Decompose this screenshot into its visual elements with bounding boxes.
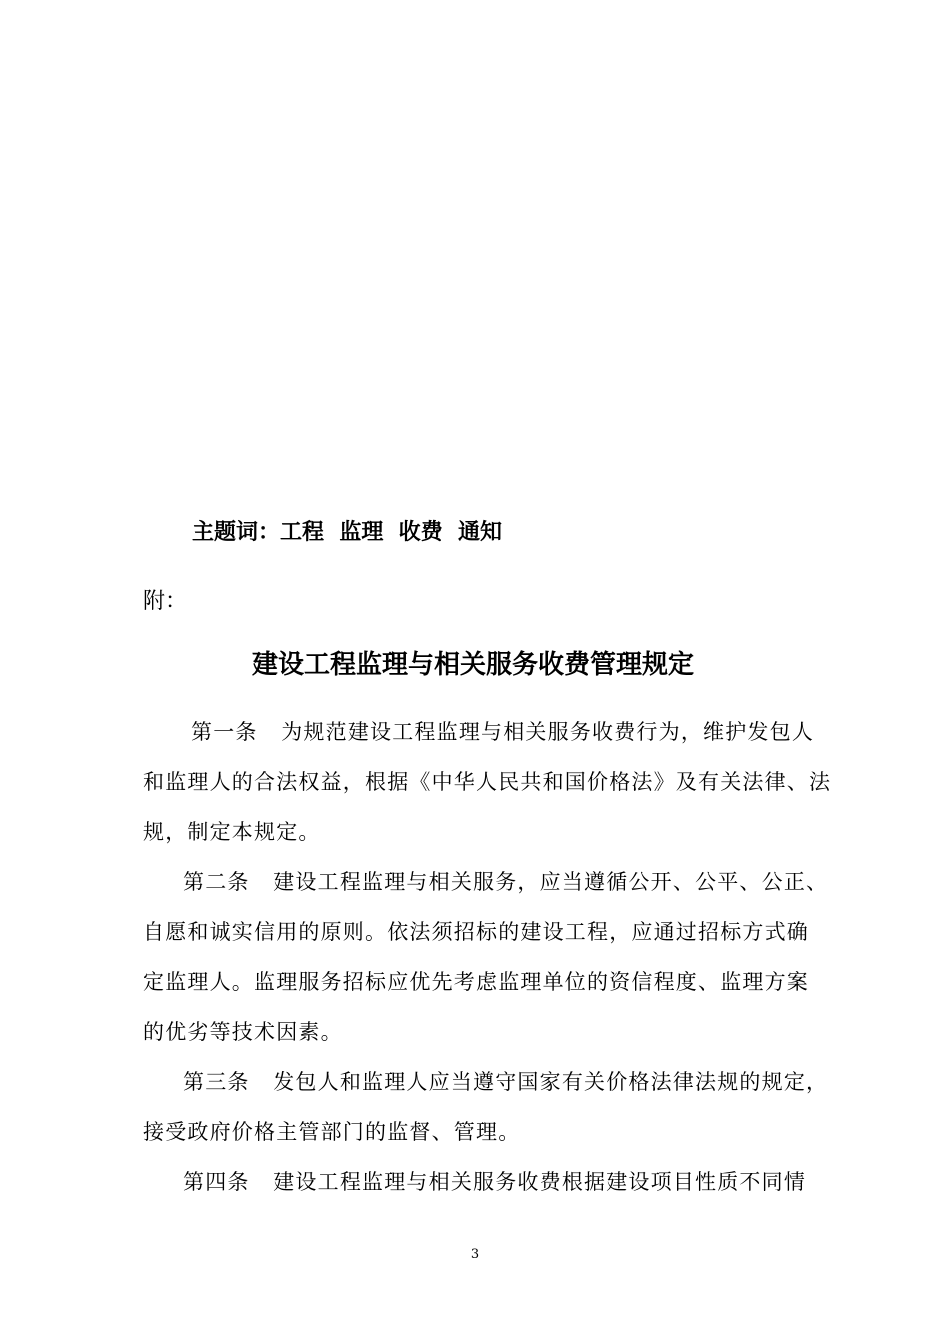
article-4-line-1: 第四条 建设工程监理与相关服务收费根据建设项目性质不同情 xyxy=(183,1170,807,1194)
article-2-line-1: 第二条 建设工程监理与相关服务，应当遵循公开、公平、公正、 xyxy=(183,870,829,894)
document-title: 建设工程监理与相关服务收费管理规定 xyxy=(251,650,694,680)
article-1-line-3: 规，制定本规定。 xyxy=(143,820,321,844)
article-2-line-3: 定监理人。监理服务招标应优先考虑监理单位的资信程度、监理方案 xyxy=(143,970,809,994)
keywords-line: 主题词：工程 监理 收费 通知 xyxy=(192,520,502,545)
attachment-label: 附： xyxy=(143,589,188,614)
article-1-line-1: 第一条 为规范建设工程监理与相关服务收费行为，维护发包人 xyxy=(191,720,815,744)
regulation-body xyxy=(143,707,832,1207)
article-3-line-2: 接受政府价格主管部门的监督、管理。 xyxy=(143,1120,521,1144)
article-2-line-4: 的优劣等技术因素。 xyxy=(143,1020,343,1044)
article-3-line-1: 第三条 发包人和监理人应当遵守国家有关价格法律法规的规定， xyxy=(183,1070,829,1094)
article-2-line-2: 自愿和诚实信用的原则。依法须招标的建设工程，应通过招标方式确 xyxy=(143,920,809,944)
article-1-line-2: 和监理人的合法权益，根据《中华人民共和国价格法》及有关法律、法 xyxy=(143,770,832,794)
page-number: 3 xyxy=(470,1247,480,1262)
